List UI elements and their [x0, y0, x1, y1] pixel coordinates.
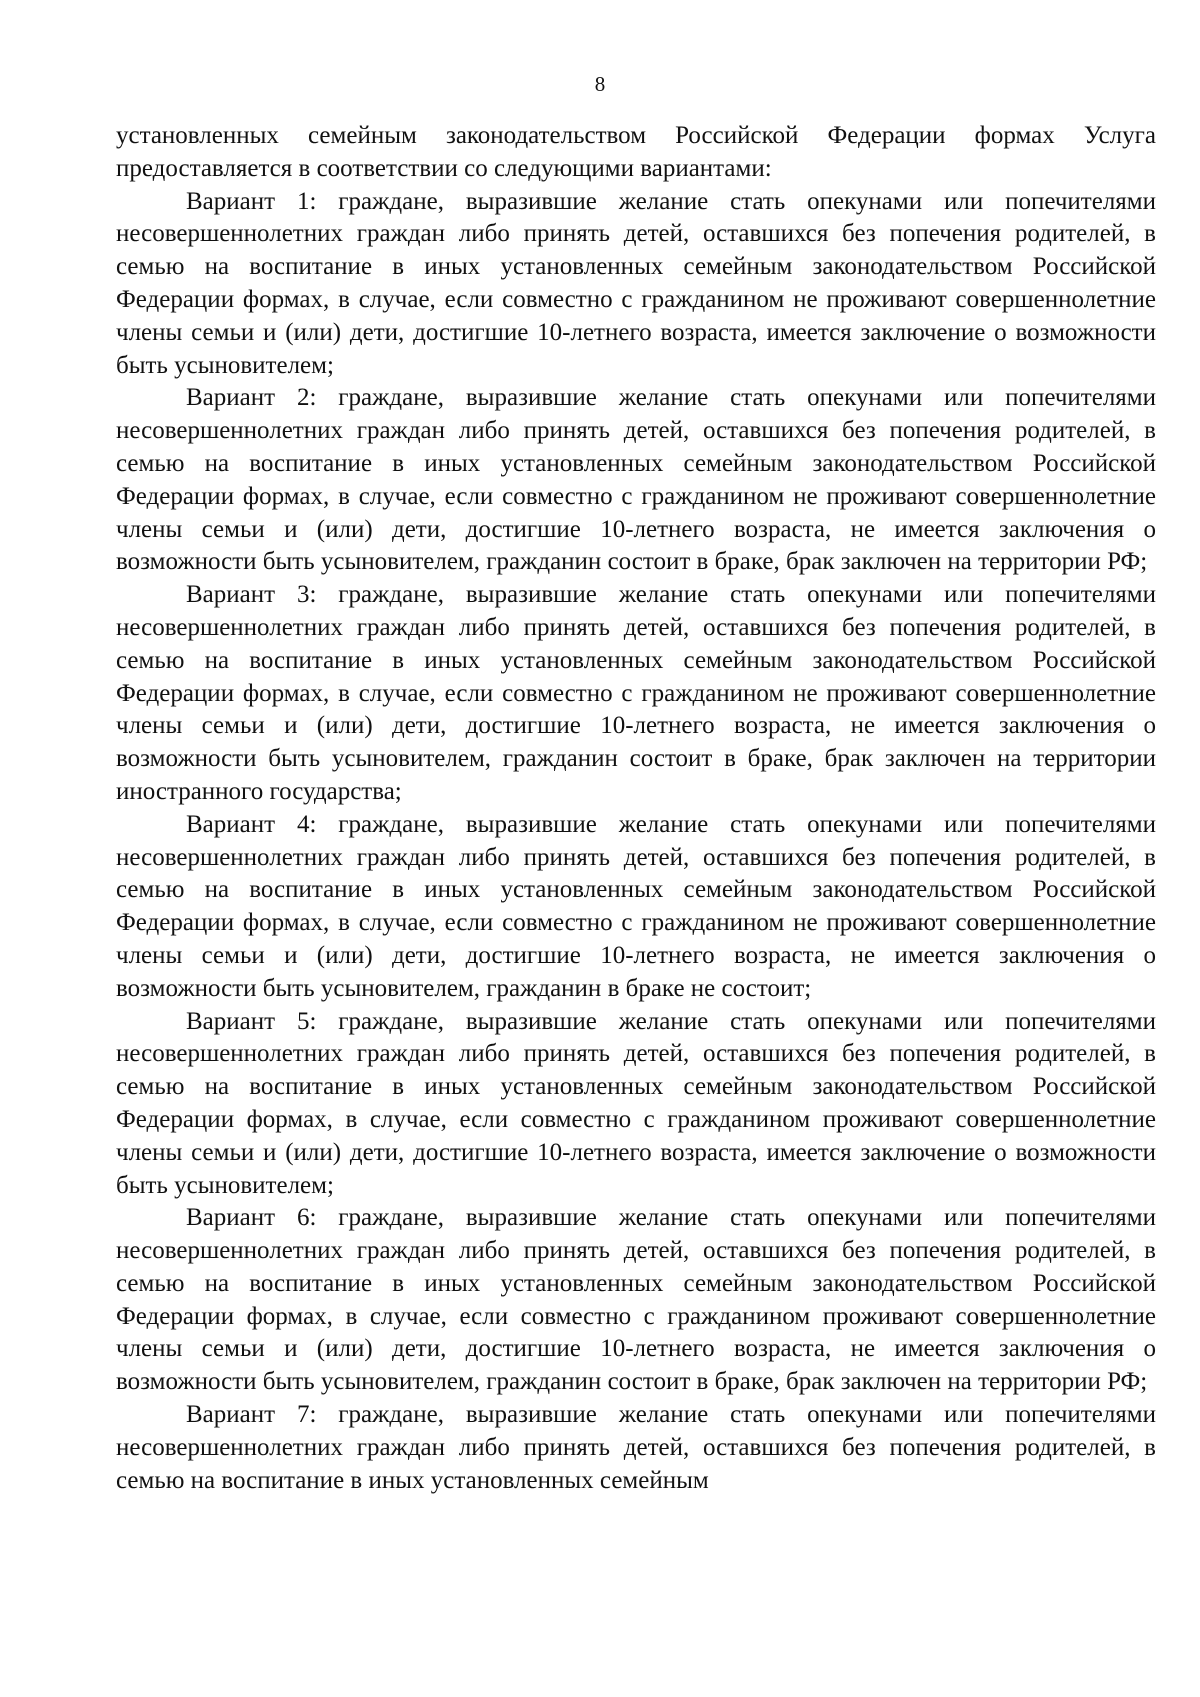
paragraph-variant-3: Вариант 3: граждане, выразившие желание стать опекунами или попечителями несовершеннолетних граждан либо принять детей, оставшихся без попечения родителей, в семью на воспитание в иных установленных семейным законодательством Российской Федерации формах, в случае, если совместно с гражданином не проживают совершеннолетние члены семьи и (или) дети, достигшие 10-летнего возраста, не имеется заключения о возможности быть усыновителем, гражданин состоит в браке, брак заключен на территории иностранного государства;	[116, 581, 1156, 805]
paragraph-variant-1: Вариант 1: граждане, выразившие желание стать опекунами или попечителями несовершеннолетних граждан либо принять детей, оставшихся без попечения родителей, в семью на воспитание в иных установленных семейным законодательством Российской Федерации формах, в случае, если совместно с гражданином не проживают совершеннолетние члены семьи и (или) дети, достигшие 10-летнего возраста, имеется заключение о возможности быть усыновителем;	[116, 187, 1156, 379]
paragraph-variant-6: Вариант 6: граждане, выразившие желание стать опекунами или попечителями несовершеннолетних граждан либо принять детей, оставшихся без попечения родителей, в семью на воспитание в иных установленных семейным законодательством Российской Федерации формах, в случае, если совместно с гражданином проживают совершеннолетние члены семьи и (или) дети, достигшие 10-летнего возраста, не имеется заключения о возможности быть усыновителем, гражданин состоит в браке, брак заключен на территории РФ;	[116, 1204, 1156, 1396]
paragraph-variant-7: Вариант 7: граждане, выразившие желание стать опекунами или попечителями несовершеннолетних граждан либо принять детей, оставшихся без попечения родителей, в семью на воспитание в иных установленных семейным	[116, 1401, 1156, 1494]
page-number: 8	[594, 72, 606, 96]
paragraph-variant-4: Вариант 4: граждане, выразившие желание стать опекунами или попечителями несовершеннолетних граждан либо принять детей, оставшихся без попечения родителей, в семью на воспитание в иных установленных семейным законодательством Российской Федерации формах, в случае, если совместно с гражданином не проживают совершеннолетние члены семьи и (или) дети, достигшие 10-летнего возраста, не имеется заключения о возможности быть усыновителем, гражданин в браке не состоит;	[116, 810, 1156, 1002]
paragraph-intro-continuation: установленных семейным законодательством Российской Федерации формах Услуга предоставляется в соответствии со следующими вариантами:	[116, 122, 1156, 182]
paragraph-variant-5: Вариант 5: граждане, выразившие желание стать опекунами или попечителями несовершеннолетних граждан либо принять детей, оставшихся без попечения родителей, в семью на воспитание в иных установленных семейным законодательством Российской Федерации формах, в случае, если совместно с гражданином проживают совершеннолетние члены семьи и (или) дети, достигшие 10-летнего возраста, имеется заключение о возможности быть усыновителем;	[116, 1007, 1156, 1199]
document-body	[116, 120, 1156, 1497]
paragraph-variant-2: Вариант 2: граждане, выразившие желание стать опекунами или попечителями несовершеннолетних граждан либо принять детей, оставшихся без попечения родителей, в семью на воспитание в иных установленных семейным законодательством Российской Федерации формах, в случае, если совместно с гражданином не проживают совершеннолетние члены семьи и (или) дети, достигшие 10-летнего возраста, не имеется заключения о возможности быть усыновителем, гражданин состоит в браке, брак заключен на территории РФ;	[116, 384, 1156, 576]
